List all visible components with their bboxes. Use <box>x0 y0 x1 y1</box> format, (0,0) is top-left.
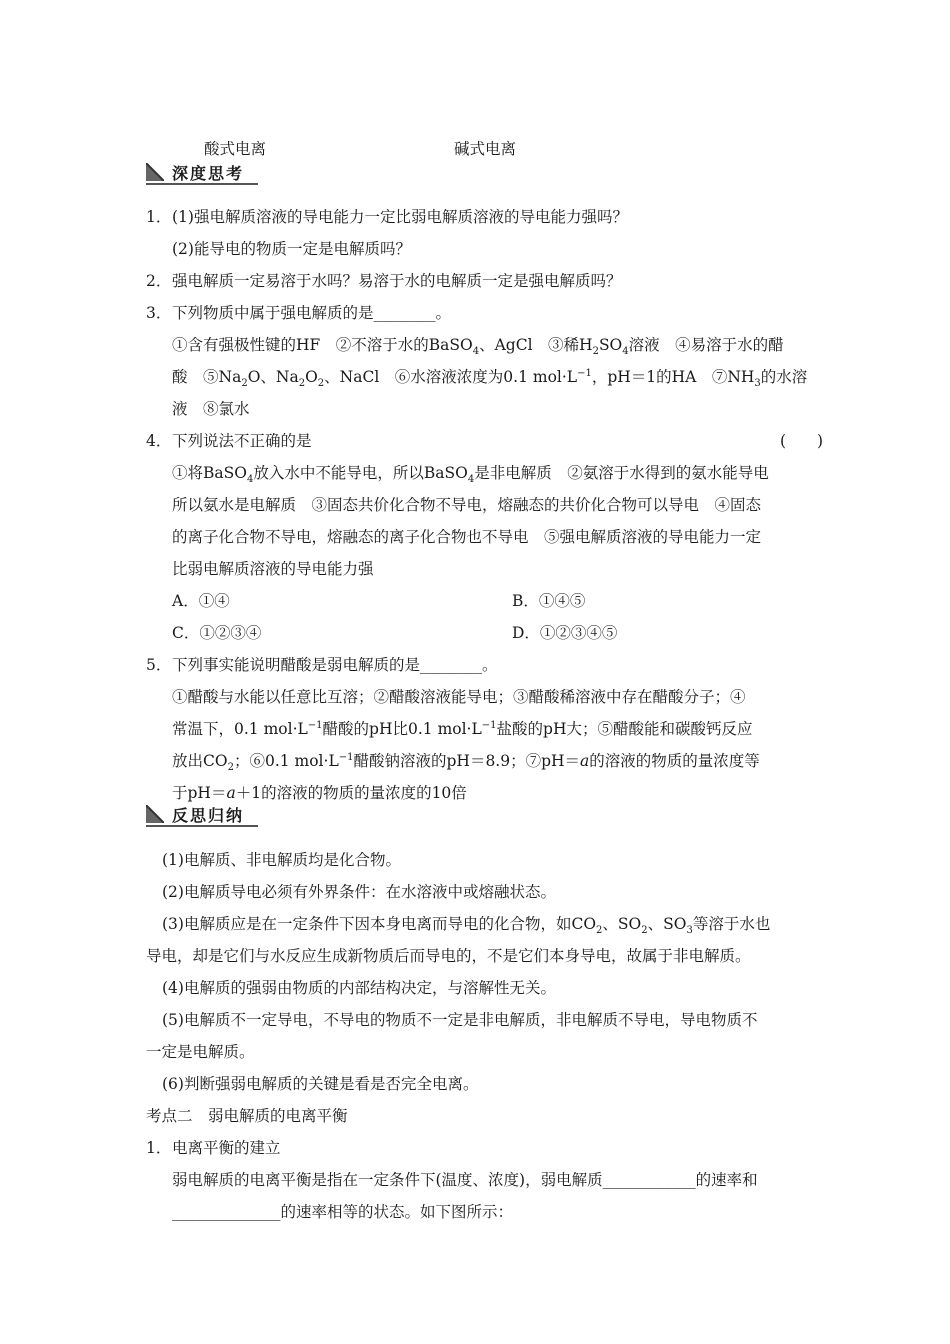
q4-option-a: A．①④ <box>172 592 230 610</box>
section-underline <box>146 825 258 827</box>
question-number: 3． <box>146 304 172 322</box>
reflect-point-5: (5)电解质不一定导电，不导电的物质不一定是非电解质，非电解质不导电，导电物质不 <box>162 1011 758 1029</box>
question-number: 2． <box>146 272 172 290</box>
reflect-point-6: (6)判断强弱电解质的关键是看是否完全电离。 <box>162 1075 479 1093</box>
section-header-deep-thinking <box>146 161 258 185</box>
q4-stem: 下列说法不正确的是 <box>172 432 312 450</box>
item-number: 1． <box>146 1139 172 1157</box>
q4-statement-line1: ①将BaSO$_4$放入水中不能导电，所以BaSO$_4$是非电解质 ②氨溶于水得到的氨水能导电 <box>172 464 769 486</box>
q2-text: 强电解质一定易溶于水吗？易溶于水的电解质一定是强电解质吗？ <box>172 272 622 290</box>
question-number: 1． <box>146 208 172 226</box>
q4-option-b: B．①④⑤ <box>512 592 586 610</box>
section-title: 深度思考 <box>172 164 245 183</box>
question-number: 4． <box>146 432 172 450</box>
q4-statement-line2: 所以氨水是电解质 ③固态共价化合物不导电，熔融态的共价化合物可以导电 ④固态 <box>172 496 762 514</box>
q4-statement-line4: 比弱电解质溶液的导电能力强 <box>172 560 374 578</box>
item-body-line1: 弱电解质的电离平衡是指在一定条件下(温度、浓度)，弱电解质____________的速率和 <box>172 1171 758 1189</box>
reflect-point-4: (4)电解质的强弱由物质的内部结构决定，与溶解性无关。 <box>162 979 556 997</box>
reflect-point-3-cont: 导电，却是它们与水反应生成新物质后而导电的，不是它们本身导电，故属于非电解质。 <box>146 947 751 965</box>
question-number: 5． <box>146 656 172 674</box>
q4-option-c: C．①②③④ <box>172 624 262 642</box>
q3-options-line2: 酸 $⑤Na_2O$、$Na_2O_2$、NaCl ⑥水溶液浓度为0.1 $mol\cdot L^{-1}$，pH＝1的HA $⑦NH_3$的水溶 <box>172 367 808 390</box>
q5-facts-line1: ①醋酸与水能以任意比互溶；②醋酸溶液能导电；③醋酸稀溶液中存在醋酸分子；④ <box>172 688 746 706</box>
reflect-point-5-cont: 一定是电解质。 <box>146 1043 255 1061</box>
q5-stem: 下列事实能说明醋酸是弱电解质的是________。 <box>172 656 498 674</box>
q3-options-line3: 液 ⑧氯水 <box>172 400 250 418</box>
q4-option-d: D．①②③④⑤ <box>512 624 618 642</box>
q4-statement-line3: 的离子化合物不导电，熔融态的离子化合物也不导电 ⑤强电解质溶液的导电能力一定 <box>172 528 762 546</box>
q3-stem: 下列物质中属于强电解质的是________。 <box>172 304 452 322</box>
section-corner-icon <box>146 163 164 181</box>
section-underline <box>146 183 258 185</box>
answer-bracket: ( ) <box>780 432 824 450</box>
q5-facts-line2: 常温下，0.1 $mol\cdot L^{-1}$醋酸的pH比0.1 $mol\cdot L^{-1}$盐酸的pH大；⑤醋酸能和碳酸钙反应 <box>172 719 753 738</box>
section-title: 反思归纳 <box>172 806 245 825</box>
item-title: 电离平衡的建立 <box>172 1139 281 1157</box>
reflect-point-1: (1)电解质、非电解质均是化合物。 <box>162 851 401 869</box>
q3-options-line1: ①含有强极性键的HF ②不溶于水的BaSO$_4$、AgCl ③稀$H_2SO_4$溶液 ④易溶于水的醋 <box>172 336 784 358</box>
reflect-point-2: (2)电解质导电必须有外界条件：在水溶液中或熔融状态。 <box>162 883 556 901</box>
section-corner-icon <box>146 805 164 823</box>
reflect-point-3: (3)电解质应是在一定条件下因本身电离而导电的化合物，如$CO_2$、$SO_2$、$SO_3$等溶于水也 <box>162 915 771 937</box>
item-body-line2: ______________的速率相等的状态。如下图所示： <box>172 1203 514 1221</box>
q1-part1: (1)强电解质溶液的导电能力一定比弱电解质溶液的导电能力强吗？ <box>172 208 628 226</box>
q1-part2: (2)能导电的物质一定是电解质吗？ <box>172 240 411 258</box>
q5-facts-line3: 放出$CO_2$；⑥0.1 $mol\cdot L^{-1}$醋酸钠溶液的pH＝8.9；⑦pH＝a的溶液的物质的量浓度等 <box>172 751 760 774</box>
acid-ionization-label: 酸式电离 <box>204 140 267 158</box>
base-ionization-label: 碱式电离 <box>454 140 517 158</box>
section-header-reflection <box>146 803 258 827</box>
topic-heading: 考点二 弱电解质的电离平衡 <box>146 1107 348 1125</box>
q5-facts-line4: 于pH＝a＋1的溶液的物质的量浓度的10倍 <box>172 784 467 802</box>
